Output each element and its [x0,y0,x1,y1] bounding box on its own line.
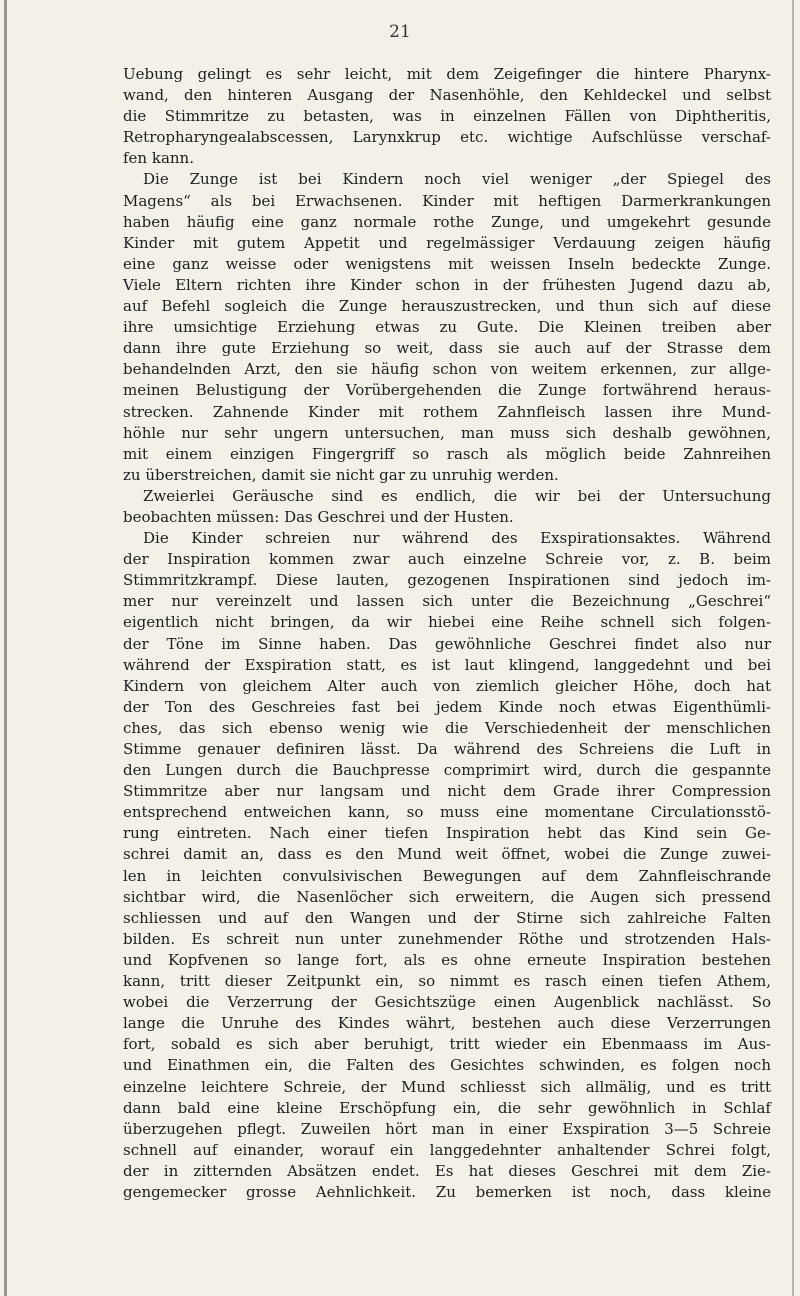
text-line: ches, das sich ebenso wenig wie die Verschiedenheit der menschlichen [123,718,771,737]
text-line: wand, den hinteren Ausgang der Nasenhöhle, den Kehldeckel und selbst [123,86,771,105]
text-line: Stimmritze aber nur langsam und nicht dem Grade ihrer Compression [123,782,771,801]
text-line: Die Zunge ist bei Kindern noch viel weniger „der Spiegel des [143,170,771,189]
text-line: mer nur vereinzelt und lassen sich unter die Bezeichnung „Geschrei“ [123,592,771,611]
text-line: wobei die Verzerrung der Gesichtszüge einen Augenblick nachlässt. So [123,993,771,1012]
body-text [123,64,771,1203]
page-binding-edge [4,0,7,1296]
text-line: Viele Eltern richten ihre Kinder schon in der frühesten Jugend dazu ab, [123,275,771,294]
text-line: strecken. Zahnende Kinder mit rothem Zahnfleisch lassen ihre Mund- [123,402,771,421]
text-line: schnell auf einander, worauf ein langgedehnter anhaltender Schrei folgt, [123,1140,771,1159]
text-line: der Töne im Sinne haben. Das gewöhnliche Geschrei findet also nur [123,634,771,653]
text-line: zu überstreichen, damit sie nicht gar zu unruhig werden. [123,465,559,484]
text-line: der Inspiration kommen zwar auch einzelne Schreie vor, z. B. beim [123,550,771,569]
text-line: meinen Belustigung der Vorübergehenden die Zunge fortwährend heraus- [123,381,771,400]
text-line: Stimmritzkrampf. Diese lauten, gezogenen Inspirationen sind jedoch im- [123,571,771,590]
text-line: einzelne leichtere Schreie, der Mund schliesst sich allmälig, und es tritt [123,1077,771,1096]
text-line: eine ganz weisse oder wenigstens mit weissen Inseln bedeckte Zunge. [123,254,771,273]
text-line: Retropharyngealabscessen, Larynxkrup etc. wichtige Aufschlüsse verschaf- [123,128,771,147]
page-outer-edge [792,0,794,1296]
text-line: rung eintreten. Nach einer tiefen Inspiration hebt das Kind sein Ge- [123,824,771,843]
text-line: behandelnden Arzt, den sie häufig schon von weitem erkennen, zur allge- [123,360,771,379]
text-line: der in zitternden Absätzen endet. Es hat dieses Geschrei mit dem Zie- [123,1161,771,1180]
text-line: bilden. Es schreit nun unter zunehmender Röthe und strotzenden Hals- [123,929,771,948]
text-line: dann bald eine kleine Erschöpfung ein, die sehr gewöhnlich in Schlaf [123,1098,771,1117]
text-line: sichtbar wird, die Nasenlöcher sich erweitern, die Augen sich pressend [123,887,771,906]
text-line: entsprechend entweichen kann, so muss eine momentane Circulationsstö- [123,803,771,822]
text-line: Zweierlei Geräusche sind es endlich, die wir bei der Untersuchung [143,486,771,505]
text-line: eigentlich nicht bringen, da wir hiebei eine Reihe schnell sich folgen- [123,613,771,632]
text-line: Stimme genauer definiren lässt. Da während des Schreiens die Luft in [123,740,771,758]
text-line: überzugehen pflegt. Zuweilen hört man in einer Exspiration 3—5 Schreie [123,1119,771,1138]
text-line: und Einathmen ein, die Falten des Gesichtes schwinden, es folgen noch [123,1056,771,1075]
text-line: Die Kinder schreien nur während des Exspirationsaktes. Während [143,529,771,548]
text-line: beobachten müssen: Das Geschrei und der Husten. [123,507,514,526]
text-line: schrei damit an, dass es den Mund weit öffnet, wobei die Zunge zuwei- [123,845,771,864]
text-line: kann, tritt dieser Zeitpunkt ein, so nimmt es rasch einen tiefen Athem, [123,972,771,991]
page-number: 21 [389,22,411,42]
text-line: Magens“ als bei Erwachsenen. Kinder mit heftigen Darmerkrankungen [123,191,771,210]
text-line: haben häufig eine ganz normale rothe Zunge, und umgekehrt gesunde [123,212,771,231]
text-line: den Lungen durch die Bauchpresse comprimirt wird, durch die gespannte [123,761,771,780]
text-line: fen kann. [123,149,194,168]
text-line: während der Exspiration statt, es ist laut klingend, langgedehnt und bei [123,655,771,674]
text-line: ihre umsichtige Erziehung etwas zu Gute. Die Kleinen treiben aber [123,318,771,337]
text-line: höhle nur sehr ungern untersuchen, man muss sich deshalb gewöhnen, [123,423,771,442]
text-line: Kinder mit gutem Appetit und regelmässiger Verdauung zeigen häufig [123,233,771,252]
text-line: die Stimmritze zu betasten, was in einzelnen Fällen von Diphtheritis, [123,107,771,126]
text-line: auf Befehl sogleich die Zunge herauszustrecken, und thun sich auf diese [123,297,771,316]
text-line: lange die Unruhe des Kindes währt, bestehen auch diese Verzerrungen [123,1014,771,1033]
text-line: len in leichten convulsivischen Bewegungen auf dem Zahnfleischrande [123,866,771,885]
text-line: dann ihre gute Erziehung so weit, dass sie auch auf der Strasse dem [123,339,771,358]
text-line: mit einem einzigen Fingergriff so rasch als möglich beide Zahnreihen [123,444,771,463]
text-line: Uebung gelingt es sehr leicht, mit dem Zeigefinger die hintere Pharynx- [123,65,771,83]
text-line: gengemecker grosse Aehnlichkeit. Zu bemerken ist noch, dass kleine [123,1182,771,1201]
text-line: Kindern von gleichem Alter auch von ziemlich gleicher Höhe, doch hat [123,676,771,695]
text-line: der Ton des Geschreies fast bei jedem Kinde noch etwas Eigenthümli- [123,697,771,716]
text-line: und Kopfvenen so lange fort, als es ohne erneute Inspiration bestehen [123,950,771,969]
text-line: schliessen und auf den Wangen und der Stirne sich zahlreiche Falten [123,908,771,927]
text-line: fort, sobald es sich aber beruhigt, tritt wieder ein Ebenmaass im Aus- [123,1035,771,1054]
